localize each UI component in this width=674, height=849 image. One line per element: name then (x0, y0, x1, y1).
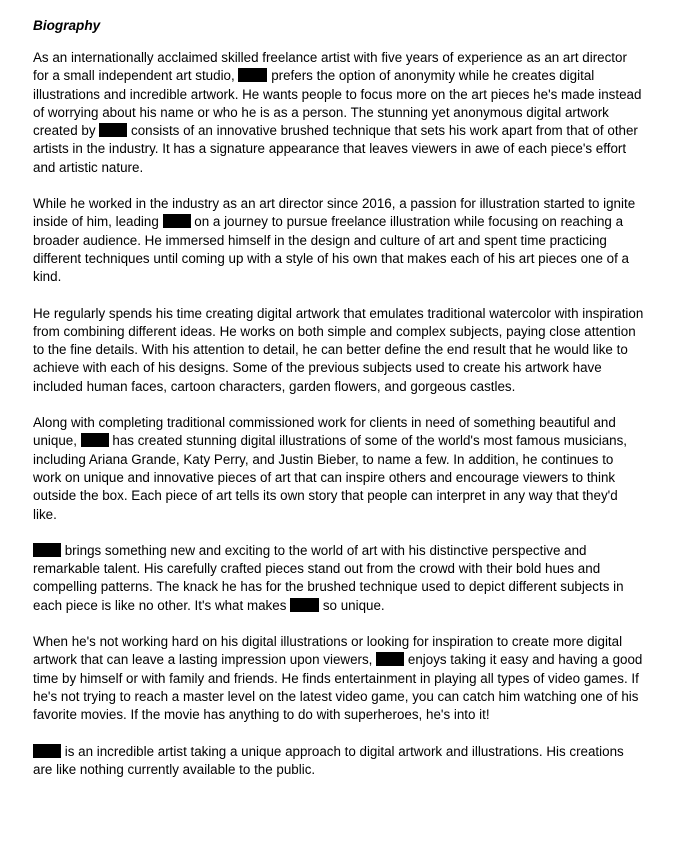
paragraph-2-text-a: While he worked in the industry as an art director since 2016, a passion for illustration started to ignite inside of him, leading (33, 196, 636, 230)
paragraph-5-text-b: so unique. (322, 597, 385, 613)
paragraph-3-text-a: He regularly spends his time creating digital artwork that emulates traditional watercolor with inspiration from combining different ideas. He works on both simple and complex subjects, paying close attention to the fine details. With his attention to detail, he can better define the end result that he would like to achieve with each of his designs. Some of the previous subjects used to create his artwork have included human faces, cartoon characters, garden flowers, and gorgeous castles. (33, 305, 644, 394)
redacted-name (33, 543, 61, 557)
paragraph-6-text-a: When he's not working hard on his digital illustrations or looking for inspiration to create more digital artwork that can leave a lasting impression upon viewers, (33, 634, 623, 668)
paragraph-4 (33, 414, 644, 524)
paragraph-6-text-b: enjoys taking it easy and having a good time by himself or with family and friends. He finds entertainment in playing all types of video games. If he's not trying to reach a master level on the latest video game, you can catch him watching one of his favorite movies. If the movie has anything to do with superheroes, he's into it! (33, 652, 643, 723)
paragraph-4-text-a: Along with completing traditional commissioned work for clients in need of something beautiful and unique, (33, 415, 616, 449)
redacted-name (290, 598, 319, 612)
paragraph-7 (33, 743, 644, 780)
paragraph-1-text-c: consists of an innovative brushed technique that sets his work apart from that of other artists in the industry. It has a signature appearance that leaves viewers in awe of each piece's effort and artistic nature. (33, 123, 638, 175)
document-title: Biography (33, 18, 101, 33)
paragraph-6 (33, 633, 644, 724)
redacted-name (238, 68, 267, 82)
paragraph-7-text-a: is an incredible artist taking a unique approach to digital artwork and illustrations. His creations are like nothing currently available to the public. (33, 743, 624, 777)
redacted-name (163, 214, 191, 228)
paragraph-5 (33, 542, 644, 615)
redacted-name (376, 652, 404, 666)
paragraph-2 (33, 195, 644, 286)
paragraph-2-text-b: on a journey to pursue freelance illustration while focusing on reaching a broader audience. He immersed himself in the design and culture of art and spent time practicing different techniques until coming up with a style of his own that makes each of his art pieces one of a kind. (33, 214, 629, 285)
paragraph-3 (33, 305, 644, 396)
redacted-name (81, 433, 109, 447)
paragraph-4-text-b: has created stunning digital illustrations of some of the world's most famous musicians, including Ariana Grande, Katy Perry, and Justin Bieber, to name a few. In addition, he continues to work on unique and innovative pieces of art that can inspire others and encourage viewers to think outside the box. Each piece of art tells its own story that people can interpret in any way that they'd like. (33, 433, 628, 522)
paragraph-1-text-a: As an internationally acclaimed skilled freelance artist with five years of experience as an art director for a small independent art studio, (33, 50, 627, 84)
paragraph-5-text-a: brings something new and exciting to the world of art with his distinctive perspective and remarkable talent. His carefully crafted pieces stand out from the crowd with their bold hues and compelling patterns. The knack he has for the brushed technique used to depict different subjects in each piece is like no other. It's what makes (33, 542, 624, 613)
paragraph-1-text-b: prefers the option of anonymity while he creates digital illustrations and incredible artwork. He wants people to focus more on the art pieces he's made instead of worrying about his name or who he is as a person. The stunning yet anonymous digital artwork created by (33, 68, 642, 139)
redacted-name (33, 744, 61, 758)
paragraph-1 (33, 49, 644, 177)
redacted-name (99, 123, 127, 137)
